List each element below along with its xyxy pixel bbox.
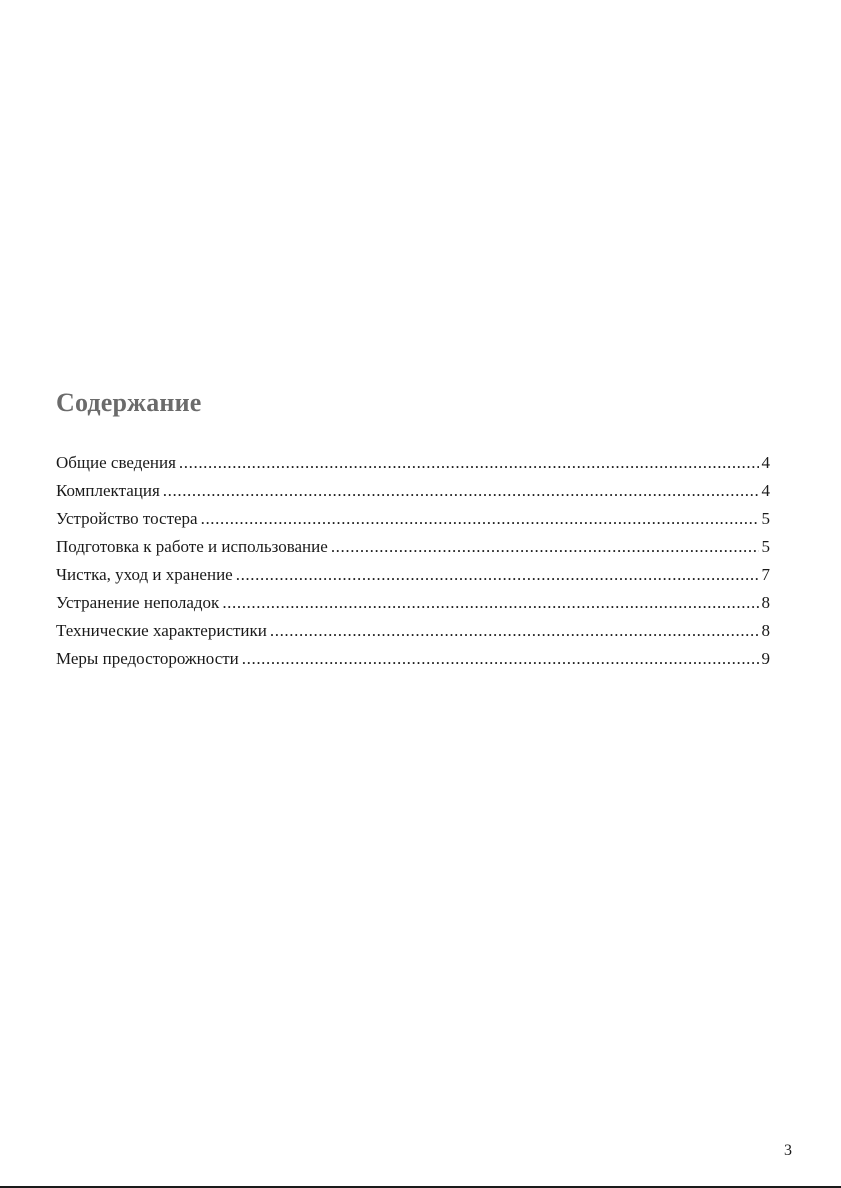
- toc-entry-label: Чистка, уход и хранение: [56, 565, 233, 584]
- toc-title: Содержание: [56, 388, 202, 417]
- dot-leader: [242, 647, 759, 671]
- dot-leader: [222, 591, 758, 615]
- toc-entry-page: 4: [761, 453, 770, 472]
- toc-entry-page: 9: [761, 649, 770, 668]
- toc-entry[interactable]: [56, 507, 770, 535]
- toc-entry-label: Подготовка к работе и использование: [56, 537, 328, 556]
- dot-leader: [201, 507, 759, 531]
- toc-entry-label: Общие сведения: [56, 453, 176, 472]
- toc-entry[interactable]: [56, 619, 770, 647]
- toc-entry[interactable]: [56, 479, 770, 507]
- toc-entry-page: 5: [761, 509, 770, 528]
- toc-entry-label: Комплектация: [56, 481, 160, 500]
- dot-leader: [236, 563, 759, 587]
- toc-entry-label: Устройство тостера: [56, 509, 198, 528]
- toc-entry-label: Устранение неполадок: [56, 593, 220, 612]
- toc-entry[interactable]: [56, 647, 770, 675]
- dot-leader: [179, 451, 759, 475]
- dot-leader: [331, 535, 759, 559]
- toc-entry[interactable]: [56, 563, 770, 591]
- table-of-contents: [56, 451, 770, 675]
- toc-entry[interactable]: [56, 591, 770, 619]
- dot-leader: [270, 619, 759, 643]
- toc-entry[interactable]: [56, 535, 770, 563]
- toc-entry-page: 4: [761, 481, 770, 500]
- dot-leader: [163, 479, 759, 503]
- toc-entry-label: Меры предосторожности: [56, 649, 239, 668]
- page-number: 3: [784, 1142, 792, 1159]
- toc-entry-page: 5: [761, 537, 770, 556]
- toc-entry-label: Технические характеристики: [56, 621, 267, 640]
- toc-entry-page: 7: [761, 565, 770, 584]
- toc-entry-page: 8: [761, 621, 770, 640]
- toc-entry[interactable]: [56, 451, 770, 479]
- toc-entry-page: 8: [761, 593, 770, 612]
